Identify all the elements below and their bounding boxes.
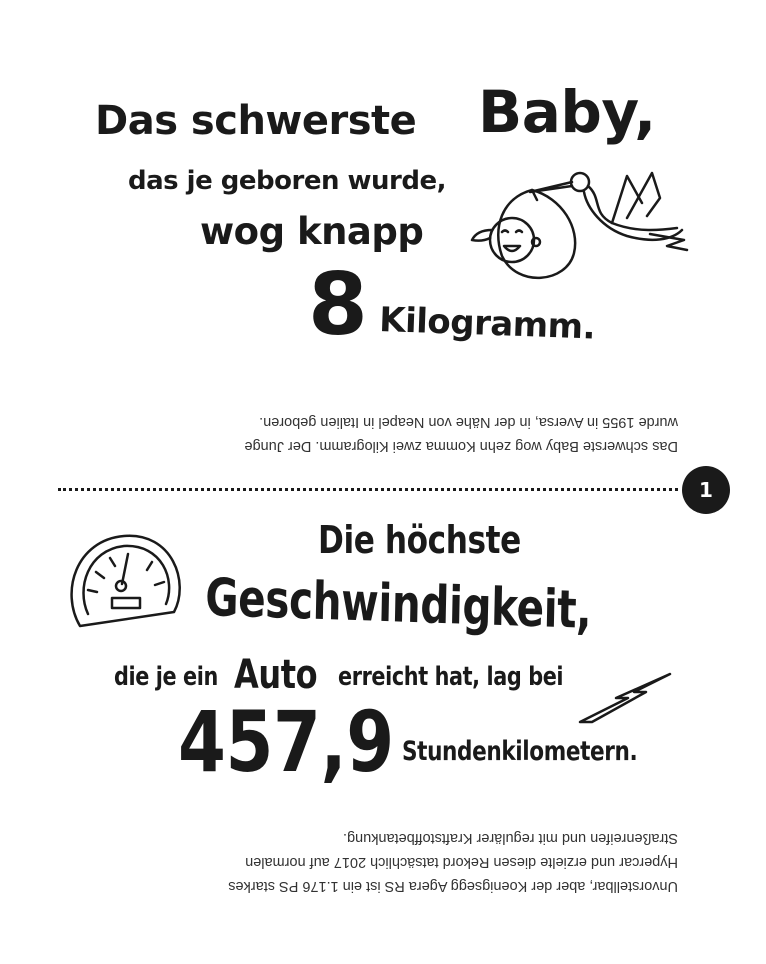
fact2-line3-a: die je ein — [114, 662, 218, 692]
fact1-unit: Kilogramm. — [378, 300, 596, 348]
fact2-note-line3: Straßenreifen und mit regulärer Kraftstoffbetankung. — [342, 830, 678, 846]
fact2-line1: Die höchste — [318, 518, 521, 562]
speedometer-icon — [66, 532, 184, 628]
fact1-note — [128, 410, 678, 458]
fact1-line2: das je geboren wurde, — [128, 166, 446, 196]
fact2-number: 457,9 — [178, 693, 394, 791]
lightning-bolt-icon — [576, 670, 674, 726]
fact2-line3-b: Auto — [234, 652, 318, 698]
fact2-unit: Stundenkilometern. — [402, 736, 638, 767]
fact2-note-line1: Unvorstellbar, aber der Koenigsegg Agera RS ist ein 1.176 PS starkes — [228, 878, 678, 894]
fact1-number: 8 — [308, 255, 368, 355]
page-number-badge: 1 — [682, 466, 730, 514]
fact1-line1-a: Das schwerste — [95, 98, 417, 144]
fact1-line3: wog knapp — [200, 210, 424, 253]
fact2-line3-c: erreicht hat, lag bei — [338, 662, 564, 692]
fact2-line2: Geschwindigkeit, — [204, 568, 592, 641]
fact2-note-line2: Hypercar und erzielte diesen Rekord tatsächlich 2017 auf normalen — [245, 854, 678, 870]
fact1-note-line1: Das schwerste Baby wog zehn Komma zwei Kilogramm. Der Junge — [244, 438, 678, 454]
fact2-note — [118, 826, 678, 898]
fact1-line1-b: Baby, — [478, 78, 656, 146]
dotted-divider — [58, 488, 678, 491]
stork-with-baby-icon — [462, 168, 692, 293]
fact1-note-line2: wurde 1955 in Aversa, in der Nähe von Neapel in Italien geboren. — [259, 414, 678, 430]
